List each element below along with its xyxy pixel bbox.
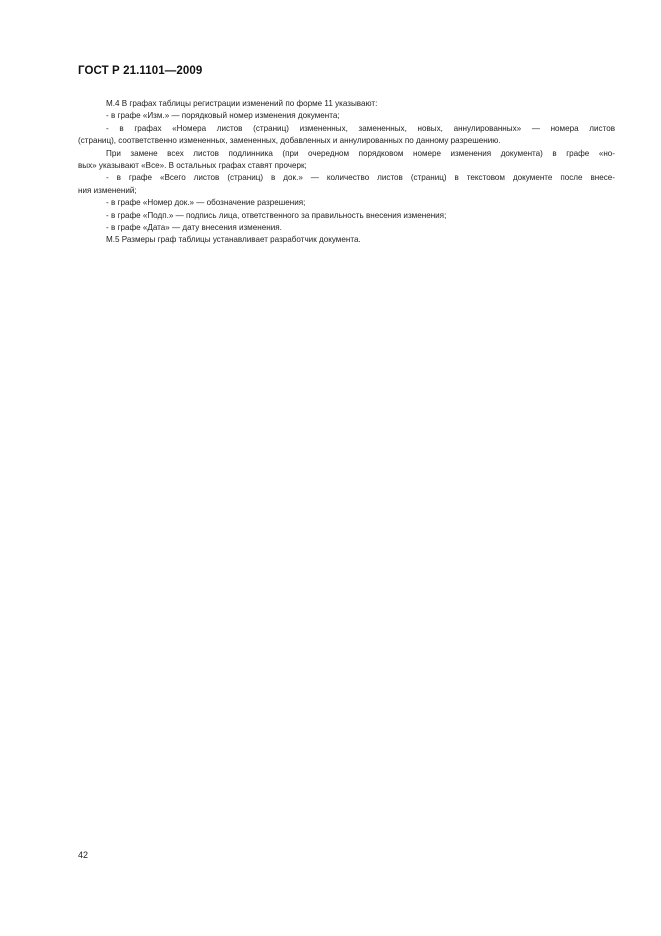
page-number: 42 <box>78 850 89 860</box>
paragraph-replacement-cont: вых» указывают «Все». В остальных графах ставят прочерк; <box>78 160 307 170</box>
list-item-signature: - в графе «Подп.» — подпись лица, ответственного за правильность внесения изменения; <box>106 210 447 220</box>
paragraph-m4-intro: М.4 В графах таблицы регистрации изменений по форме 11 указывают: <box>106 99 378 108</box>
list-item-sheet-numbers: - в графах «Номера листов (страниц) измененных, замененных, новых, аннулированных» — номера листов <box>106 123 615 133</box>
list-item-izm: - в графе «Изм.» — порядковый номер изменения документа; <box>106 111 340 121</box>
paragraph-replacement: При замене всех листов подлинника (при очередном порядковом номере изменения документа) в графе «но- <box>106 148 615 158</box>
document-code-header: ГОСТ Р 21.1101—2009 <box>78 65 203 77</box>
document-body <box>78 98 615 247</box>
list-item-total-sheets-cont: ния изменений; <box>78 185 137 195</box>
list-item-total-sheets: - в графе «Всего листов (страниц) в док.» — количество листов (страниц) в текстовом документе после внесе- <box>106 173 615 183</box>
paragraph-m5: М.5 Размеры граф таблицы устанавливает разработчик документа. <box>106 235 361 245</box>
list-item-date: - в графе «Дата» — дату внесения изменения. <box>106 222 282 232</box>
list-item-doc-number: - в графе «Номер док.» — обозначение разрешения; <box>106 198 306 208</box>
list-item-sheet-numbers-cont: (страниц), соответственно измененных, замененных, добавленных и аннулированных по данному разрешению. <box>78 136 501 146</box>
